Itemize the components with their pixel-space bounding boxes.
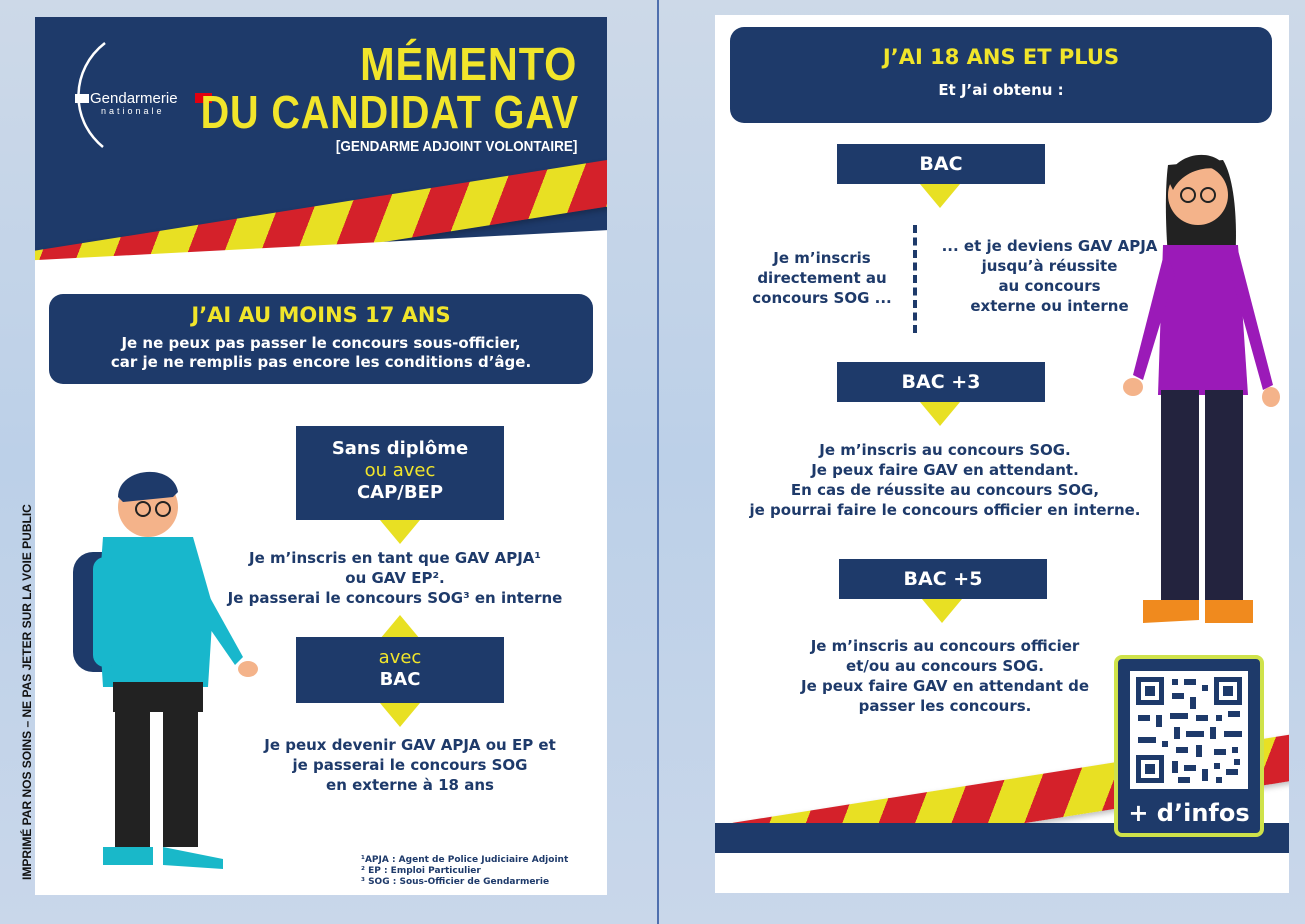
title-line-1: MÉMENTO [359, 38, 577, 90]
arrow-down-icon-5 [922, 599, 962, 623]
bac3-line-4: je pourrai faire le concours officier en interne. [749, 501, 1141, 519]
arrow-up-icon [380, 615, 420, 639]
bac-right-2: jusqu’à réussite [981, 257, 1118, 275]
bac3-line-1: Je m’inscris au concours SOG. [819, 441, 1071, 459]
bac5-line-2: et/ou au concours SOG. [846, 657, 1044, 675]
bac-left-1: Je m’inscris [773, 249, 871, 267]
arrow-down-icon-2 [380, 703, 420, 727]
bac3-text [715, 440, 1175, 520]
logo-subtitle: nationale [101, 106, 165, 116]
memento-page-left [35, 17, 607, 895]
sans-diplome-line-2: ou avec [364, 460, 436, 481]
bac-label-box: BAC [837, 144, 1045, 184]
bac-left-2: directement au [757, 269, 887, 287]
section-18-heading: J’AI 18 ANS ET PLUS [882, 45, 1120, 69]
bac5-text [755, 636, 1135, 716]
avec-bac-text [225, 735, 595, 795]
sans-diplome-text-2: ou GAV EP². [345, 569, 445, 587]
section-18-box [730, 27, 1272, 123]
arrow-down-icon [380, 520, 420, 544]
bac3-line-3: En cas de réussite au concours SOG, [790, 481, 1100, 499]
bac5-line-1: Je m’inscris au concours officier [810, 637, 1080, 655]
avec-bac-text-1: Je peux devenir GAV APJA ou EP et [264, 736, 556, 754]
student-girl-illustration [1113, 145, 1283, 635]
footnote-2: ² EP : Emploi Particulier [361, 866, 481, 876]
section-18-sub: Et J’ai obtenu : [938, 81, 1064, 99]
memento-page-right [715, 15, 1289, 893]
sans-diplome-text-1: Je m’inscris en tant que GAV APJA¹ [249, 549, 541, 567]
avec-bac-text-3: en externe à 18 ans [326, 776, 494, 794]
bottom-white-band [715, 853, 1289, 893]
section-17-line-2: car je ne remplis pas encore les conditions d’âge. [110, 353, 532, 371]
sans-diplome-box [296, 426, 504, 520]
sans-diplome-text-3: Je passerai le concours SOG³ en interne [227, 589, 563, 607]
sans-diplome-line-1: Sans diplôme [331, 438, 469, 459]
side-caption: IMPRIMÉ PAR NOS SOINS – NE PAS JETER SUR LA VOIE PUBLIC [20, 504, 34, 880]
bac5-line-4: passer les concours. [858, 697, 1032, 715]
student-boy-illustration [63, 457, 263, 877]
bac3-line-2: Je peux faire GAV en attendant. [811, 461, 1079, 479]
bac-right-1: ... et je deviens GAV APJA [941, 237, 1158, 255]
arrow-down-icon-3 [920, 184, 960, 208]
sans-diplome-line-3: CAP/BEP [356, 482, 444, 503]
title-line-2: DU CANDIDAT GAV [200, 86, 579, 138]
bac5-line-3: Je peux faire GAV en attendant de [800, 677, 1089, 695]
logo-name: Gendarmerie [90, 90, 178, 107]
section-17-heading: J’AI AU MOINS 17 ANS [191, 303, 451, 327]
bac-left-3: concours SOG ... [752, 289, 892, 307]
flag-white-icon [75, 94, 89, 103]
footnotes [361, 855, 568, 888]
bac-dashed-divider [913, 225, 917, 333]
avec-bac-text-2: je passerai le concours SOG [292, 756, 528, 774]
section-17-line-1: Je ne peux pas passer le concours sous-officier, [121, 334, 521, 352]
avec-bac-box [296, 637, 504, 703]
qr-code-icon [1130, 671, 1248, 789]
bac3-label-box: BAC +3 [837, 362, 1045, 402]
title-line-3: [GENDARME ADJOINT VOLONTAIRE] [335, 138, 577, 155]
arrow-down-icon-4 [920, 402, 960, 426]
avec-bac-line-2: BAC [379, 669, 421, 690]
footnote-1: ¹APJA : Agent de Police Judiciaire Adjoint [361, 855, 569, 865]
avec-bac-line-1: avec [378, 647, 422, 668]
footnote-3: ³ SOG : Sous-Officier de Gendarmerie [361, 877, 550, 887]
bac-right-3: au concours [998, 277, 1101, 295]
qr-more-info-label: + d’infos [1128, 799, 1250, 827]
page-divider [657, 0, 659, 924]
bac5-label-box: BAC +5 [839, 559, 1047, 599]
bac-right-4: externe ou interne [970, 297, 1129, 315]
qr-code-box[interactable] [1114, 655, 1264, 837]
bac-left-text [737, 248, 907, 308]
section-17-box [49, 294, 593, 384]
